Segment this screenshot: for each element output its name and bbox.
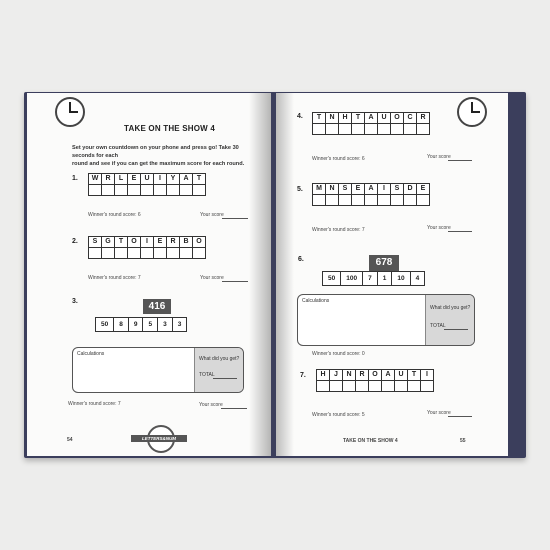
your-score-label: Your score: [427, 154, 451, 160]
winner-score: Winner's round score: 7: [312, 227, 365, 233]
answer-tile[interactable]: [352, 195, 365, 205]
letter-tile: N: [343, 370, 356, 381]
letter-tile: A: [365, 113, 378, 124]
question-number: 2.: [72, 238, 78, 245]
letter-tile: N: [326, 184, 339, 195]
clock-icon: [55, 97, 85, 127]
letter-tile: Y: [167, 174, 180, 185]
number-tile: 7: [363, 272, 378, 285]
answer-tile[interactable]: [365, 124, 378, 134]
answer-tile[interactable]: [115, 185, 128, 195]
answer-tile[interactable]: [128, 248, 141, 258]
answer-tile[interactable]: [330, 381, 343, 391]
letter-tile: O: [193, 237, 205, 248]
answer-tile[interactable]: [339, 124, 352, 134]
letter-tile: A: [180, 174, 193, 185]
your-score-line[interactable]: [448, 231, 472, 232]
right-page: [276, 93, 508, 456]
answer-tile[interactable]: [141, 248, 154, 258]
number-tile: 50: [323, 272, 341, 285]
your-score-label: Your score: [200, 212, 224, 218]
logo-text: LETTERS&NUM: [131, 435, 187, 442]
letters-grid-q4: [312, 112, 430, 135]
answer-tile[interactable]: [404, 124, 417, 134]
intro-line-2: round and see if you can get the maximum score for each round.: [72, 161, 245, 167]
answer-tile[interactable]: [128, 185, 141, 195]
target-number: 416: [143, 299, 171, 314]
answer-tile[interactable]: [343, 381, 356, 391]
intro-line-1: Set your own countdown on your phone and press go! Take 30 seconds for each: [72, 145, 239, 159]
question-number: 1.: [72, 175, 78, 182]
total-line[interactable]: [213, 378, 237, 379]
answer-tile[interactable]: [102, 185, 115, 195]
answer-tile[interactable]: [378, 124, 391, 134]
answer-tile[interactable]: [167, 248, 180, 258]
show-logo: [142, 425, 176, 453]
letters-grid-q1: [88, 173, 206, 196]
answer-tile[interactable]: [417, 195, 429, 205]
letter-tile: B: [180, 237, 193, 248]
answer-tile[interactable]: [313, 124, 326, 134]
question-number: 4.: [297, 113, 303, 120]
answer-tile[interactable]: [417, 124, 429, 134]
letter-tile: U: [378, 113, 391, 124]
letter-tile: R: [167, 237, 180, 248]
winner-score: Winner's round score: 6: [88, 212, 141, 218]
target-number: 678: [369, 255, 399, 272]
letter-tile: L: [115, 174, 128, 185]
letter-tile: S: [391, 184, 404, 195]
letter-tile: T: [408, 370, 421, 381]
answer-tile[interactable]: [89, 248, 102, 258]
letter-tile: T: [313, 113, 326, 124]
answer-tile[interactable]: [180, 185, 193, 195]
letter-tile: I: [378, 184, 391, 195]
winner-score: Winner's round score: 7: [68, 401, 121, 407]
what-did-you-get-label: What did you get?: [199, 356, 240, 362]
page-number: 55: [460, 438, 466, 444]
answer-tile[interactable]: [180, 248, 193, 258]
total-label: TOTAL: [199, 372, 215, 378]
letter-tile: G: [102, 237, 115, 248]
letter-tile: I: [141, 237, 154, 248]
answer-tile[interactable]: [317, 381, 330, 391]
total-line[interactable]: [444, 329, 468, 330]
letters-grid-q5: [312, 183, 430, 206]
your-score-line[interactable]: [221, 408, 247, 409]
answer-tile[interactable]: [382, 381, 395, 391]
letters-grid-q2: [88, 236, 206, 259]
question-number: 3.: [72, 298, 78, 305]
clock-icon: [457, 97, 487, 127]
winner-score: Winner's round score: 5: [312, 412, 365, 418]
footer-title: TAKE ON THE SHOW 4: [343, 438, 398, 444]
page-title: TAKE ON THE SHOW 4: [124, 124, 216, 133]
letter-tile: W: [89, 174, 102, 185]
answer-tile[interactable]: [313, 195, 326, 205]
letter-tile: I: [154, 174, 167, 185]
answer-tile[interactable]: [115, 248, 128, 258]
answer-tile[interactable]: [404, 195, 417, 205]
your-score-line[interactable]: [222, 218, 248, 219]
answer-tile[interactable]: [356, 381, 369, 391]
number-tile: 8: [114, 318, 129, 331]
number-tile: 4: [415, 275, 420, 282]
winner-score: Winner's round score: 6: [312, 156, 365, 162]
answer-tile[interactable]: [193, 248, 205, 258]
answer-tile[interactable]: [193, 185, 205, 195]
question-number: 6.: [298, 256, 304, 263]
letter-tile: T: [193, 174, 205, 185]
answer-tile[interactable]: [391, 195, 404, 205]
answer-tile[interactable]: [141, 185, 154, 195]
letter-tile: O: [369, 370, 382, 381]
answer-tile[interactable]: [339, 195, 352, 205]
answer-tile[interactable]: [391, 124, 404, 134]
answer-tile[interactable]: [421, 381, 433, 391]
number-tile: 1: [378, 272, 393, 285]
letter-tile: R: [356, 370, 369, 381]
calculations-box[interactable]: [72, 347, 244, 393]
answer-tile[interactable]: [408, 381, 421, 391]
answer-tile[interactable]: [89, 185, 102, 195]
your-score-label: Your score: [427, 410, 451, 416]
letter-tile: D: [404, 184, 417, 195]
calculations-label: Calculations: [302, 298, 330, 304]
answer-tile[interactable]: [378, 195, 391, 205]
answer-tile[interactable]: [167, 185, 180, 195]
number-tile: 10: [392, 272, 410, 285]
letter-tile: O: [128, 237, 141, 248]
letter-tile: N: [326, 113, 339, 124]
answer-tile[interactable]: [154, 248, 167, 258]
answer-tile[interactable]: [365, 195, 378, 205]
letter-tile: E: [352, 184, 365, 195]
question-number: 7.: [300, 372, 306, 379]
letter-tile: U: [141, 174, 154, 185]
letter-tile: M: [313, 184, 326, 195]
total-label: TOTAL: [430, 323, 446, 329]
number-tile: 3: [158, 318, 173, 331]
page-number: 54: [67, 437, 73, 443]
question-number: 5.: [297, 186, 303, 193]
letter-tile: O: [391, 113, 404, 124]
answer-tile[interactable]: [154, 185, 167, 195]
letter-tile: S: [89, 237, 102, 248]
letter-tile: S: [339, 184, 352, 195]
number-tile: 100: [341, 272, 363, 285]
your-score-line[interactable]: [448, 160, 472, 161]
your-score-label: Your score: [427, 225, 451, 231]
winner-score: Winner's round score: 0: [312, 351, 365, 357]
your-score-line[interactable]: [448, 416, 472, 417]
letter-tile: E: [128, 174, 141, 185]
your-score-label: Your score: [200, 275, 224, 281]
what-did-you-get-label: What did you get?: [430, 305, 471, 311]
letter-tile: U: [395, 370, 408, 381]
letter-tile: E: [154, 237, 167, 248]
number-tile: 9: [129, 318, 144, 331]
letter-tile: I: [421, 370, 433, 381]
letter-tile: A: [382, 370, 395, 381]
left-page: [27, 93, 271, 456]
letter-tile: H: [339, 113, 352, 124]
letter-tile: R: [102, 174, 115, 185]
number-tile: 3: [177, 321, 182, 328]
answer-tile[interactable]: [326, 195, 339, 205]
letter-tile: E: [417, 184, 429, 195]
calculations-label: Calculations: [77, 351, 105, 357]
answer-tile[interactable]: [102, 248, 115, 258]
your-score-label: Your score: [199, 402, 223, 408]
answer-panel: [425, 295, 474, 345]
numbers-row-q3: [95, 317, 187, 332]
number-tile: 50: [96, 318, 114, 331]
answer-tile[interactable]: [352, 124, 365, 134]
letter-tile: A: [365, 184, 378, 195]
letters-grid-q7: [316, 369, 434, 392]
letter-tile: H: [317, 370, 330, 381]
letter-tile: C: [404, 113, 417, 124]
letter-tile: J: [330, 370, 343, 381]
answer-tile[interactable]: [395, 381, 408, 391]
answer-panel: [194, 348, 243, 392]
your-score-line[interactable]: [222, 281, 248, 282]
letter-tile: T: [352, 113, 365, 124]
letter-tile: T: [115, 237, 128, 248]
answer-tile[interactable]: [369, 381, 382, 391]
answer-tile[interactable]: [326, 124, 339, 134]
winner-score: Winner's round score: 7: [88, 275, 141, 281]
calculations-box[interactable]: [297, 294, 475, 346]
number-tile: 5: [143, 318, 158, 331]
letter-tile: R: [417, 113, 429, 124]
numbers-row-q6: [322, 271, 425, 286]
